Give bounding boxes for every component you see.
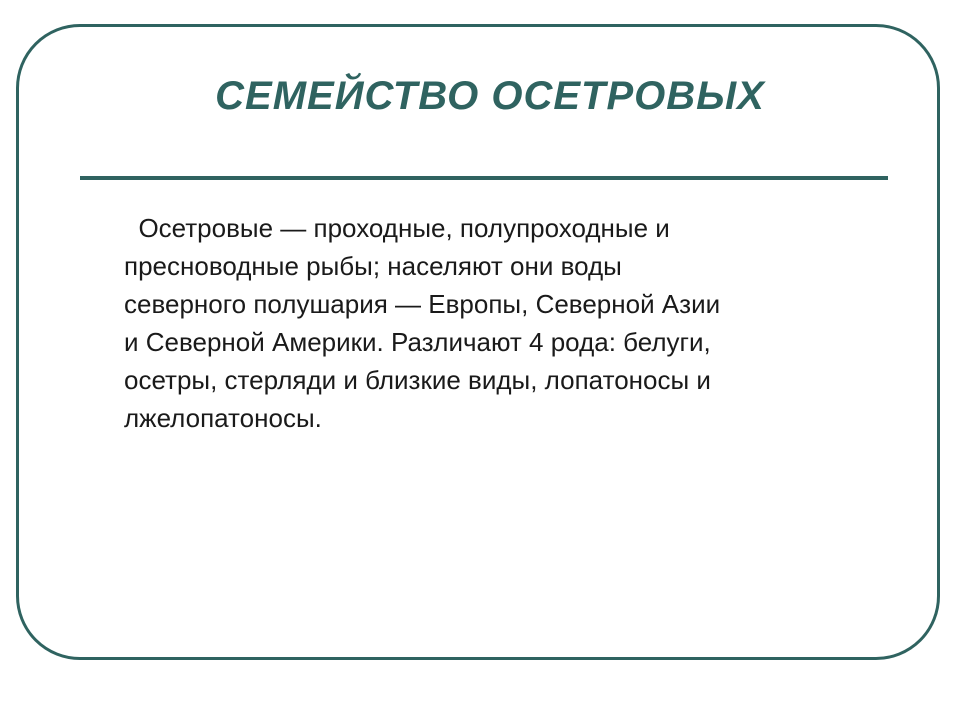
title-divider xyxy=(80,176,888,180)
body-line: пресноводные рыбы; населяют они воды xyxy=(124,251,622,281)
slide-body xyxy=(124,209,884,437)
body-line: Осетровые — проходные, полупроходные и xyxy=(124,213,670,243)
slide-title: СЕМЕЙСТВО ОСЕТРОВЫХ xyxy=(215,74,765,118)
body-line: лжелопатоносы. xyxy=(124,403,322,433)
body-line: и Северной Америки. Различают 4 рода: белуги, xyxy=(124,327,711,357)
body-line: осетры, стерляди и близкие виды, лопатоносы и xyxy=(124,365,711,395)
body-line: северного полушария — Европы, Северной Азии xyxy=(124,289,721,319)
